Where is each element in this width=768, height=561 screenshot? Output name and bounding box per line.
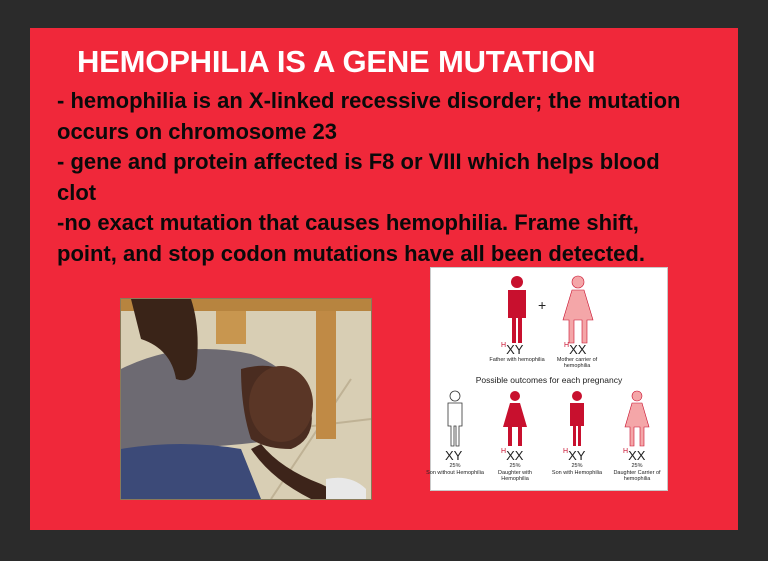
outcomes-label: Possible outcomes for each pregnancy [475,375,623,385]
bullet-item: - hemophilia is an X-linked recessive disorder; the mutation occurs on chromosome 23 [57,88,681,144]
slide [30,28,738,530]
daughter-affected-icon [503,391,527,446]
bullet-list [57,86,697,269]
outcome-genotype: $^H$XX [623,447,646,463]
outcome-percent: 25% [571,463,583,469]
outcome-genotype: $^H$XX [501,447,524,463]
knee-photo [120,298,372,500]
outcome-percent: 25% [631,463,643,469]
outcome-caption: Son without Hemophilia [426,470,484,476]
mother-genotype: $^H$XX [564,341,587,357]
inheritance-diagram [426,267,668,491]
father-caption: Father with hemophilia [489,357,545,363]
bullet-item: -no exact mutation that causes hemophilia. Frame shift, point, and stop codon mutations have all been detected. [57,210,645,266]
father-figure-icon [508,276,526,343]
son-unaffected-icon [448,391,462,446]
outcome-caption: Daughter with Hemophilia [498,470,532,482]
outcome-genotype: $^H$XY [563,447,586,463]
outcome-percent: 25% [509,463,521,469]
slide-title: HEMOPHILIA IS A GENE MUTATION [77,44,596,79]
outcome-caption: Son with Hemophilia [551,470,603,476]
plus-sign: + [538,297,547,313]
outcome-percent: 25% [449,463,461,469]
mother-caption: Mother carrier of hemophilia [556,357,598,369]
outcome-genotype: XY [445,448,463,463]
daughter-carrier-icon [625,391,649,446]
father-genotype: $^H$XY [501,341,524,357]
knee-photo-illustration [121,299,371,499]
son-affected-icon [570,391,584,446]
mother-figure-icon [563,276,593,343]
outcome-caption: Daughter Carrier of hemophilia [613,470,661,482]
bullet-item: - gene and protein affected is F8 or VIII which helps blood clot [57,149,660,205]
